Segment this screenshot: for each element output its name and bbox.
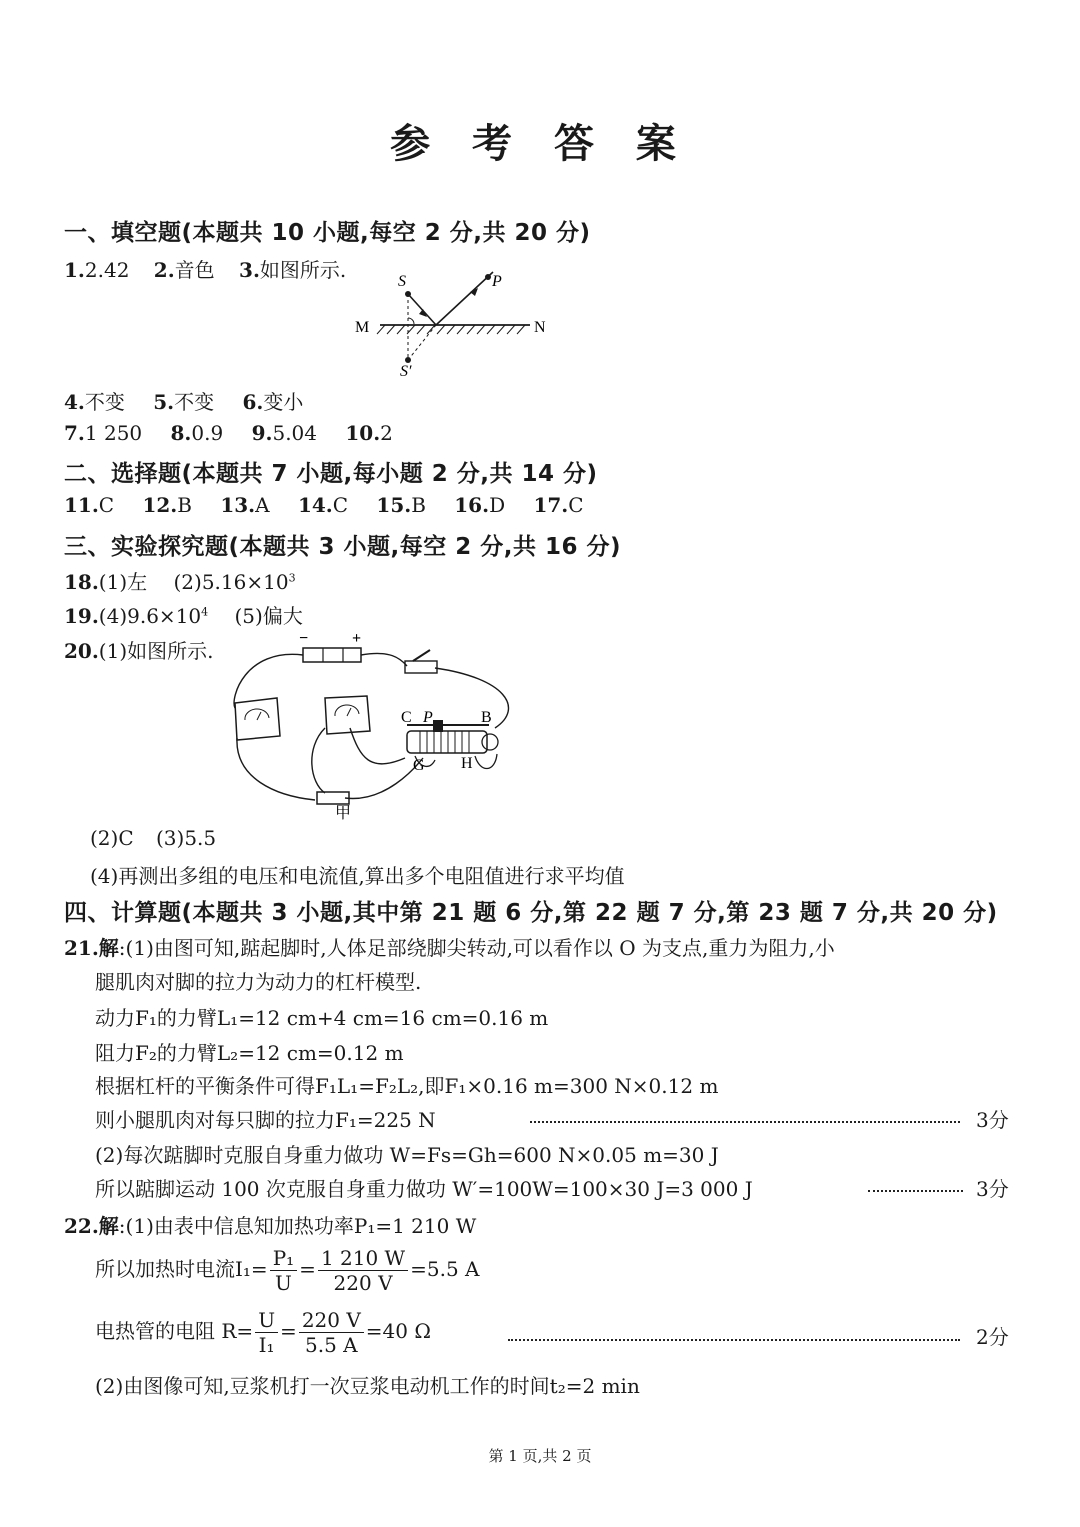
q18-exponent: 3 bbox=[288, 571, 296, 585]
q17-number: 17. bbox=[533, 493, 569, 517]
q22-line-2 bbox=[95, 1246, 479, 1295]
battery-minus-label: − bbox=[299, 630, 309, 647]
q21-line-2: 腿肌肉对脚的拉力为动力的杠杆模型. bbox=[95, 970, 422, 994]
q12-answer: B bbox=[177, 493, 192, 517]
q19-part2: (5)偏大 bbox=[234, 604, 303, 628]
equals-sign: = bbox=[280, 1319, 297, 1343]
label-m: M bbox=[355, 319, 370, 336]
dotted-leader bbox=[868, 1190, 963, 1192]
q6-number: 6. bbox=[242, 390, 264, 414]
q11-number: 11. bbox=[64, 493, 99, 517]
q5-number: 5. bbox=[153, 390, 175, 414]
q14-answer: C bbox=[332, 493, 349, 517]
q9-answer: 5.04 bbox=[272, 421, 317, 445]
q20-part1: (1)如图所示. bbox=[98, 639, 214, 663]
mirror-hatching bbox=[377, 325, 525, 334]
section-3-heading: 三、实验探究题(本题共 3 小题,每空 2 分,共 16 分) bbox=[64, 534, 622, 560]
q16-answer: D bbox=[489, 493, 506, 517]
q8-number: 8. bbox=[170, 421, 192, 445]
q10-number: 10. bbox=[345, 421, 381, 445]
point-p-dot bbox=[485, 274, 491, 280]
page-footer: 第 1 页,共 2 页 bbox=[488, 1447, 592, 1465]
right-angle-mark bbox=[408, 318, 414, 324]
q12-number: 12. bbox=[142, 493, 178, 517]
q5-answer: 不变 bbox=[174, 390, 215, 414]
q21-line-4: 阻力F₂的力臂L₂=12 cm=0.12 m bbox=[95, 1041, 404, 1065]
q22-line-3 bbox=[95, 1308, 431, 1357]
q2-number: 2. bbox=[153, 258, 175, 282]
q20-part4: (4)再测出多组的电压和电流值,算出多个电阻值进行求平均值 bbox=[90, 864, 625, 888]
wire bbox=[435, 668, 509, 728]
q13-number: 13. bbox=[220, 493, 256, 517]
slider-p-label: P bbox=[423, 709, 433, 726]
q9-number: 9. bbox=[251, 421, 273, 445]
terminal-b-label: B bbox=[481, 709, 492, 726]
q3-answer: 如图所示. bbox=[259, 258, 347, 282]
q22-text-2a: 所以加热时电流I₁= bbox=[95, 1257, 268, 1281]
q21-text-1: :(1)由图可知,踮起脚时,人体足部绕脚尖转动,可以看作以 O 为支点,重力为阻力,小 bbox=[118, 936, 835, 960]
answer-row-2 bbox=[64, 386, 303, 415]
q20-row bbox=[64, 635, 213, 664]
wire bbox=[312, 728, 325, 793]
q18-part2: (2)5.16×10 bbox=[173, 570, 289, 594]
q20-number: 20. bbox=[64, 639, 99, 663]
q13-answer: A bbox=[255, 493, 270, 517]
dotted-leader bbox=[508, 1339, 960, 1341]
fraction-denominator: 220 V bbox=[333, 1271, 393, 1295]
point-s-dot bbox=[405, 291, 411, 297]
q19-exponent: 4 bbox=[201, 605, 209, 619]
battery-plus-label: + bbox=[352, 630, 362, 647]
page-title: 参 考 答 案 bbox=[390, 121, 690, 167]
q18-part1: (1)左 bbox=[98, 570, 148, 594]
q21-line-8: 所以踮脚运动 100 次克服自身重力做功 W′=100W=100×30 J=3 000 J bbox=[95, 1177, 753, 1201]
q14-number: 14. bbox=[297, 493, 333, 517]
q22-line-4: (2)由图像可知,豆浆机打一次豆浆电动机工作的时间t₂=2 min bbox=[95, 1374, 640, 1398]
reflection-diagram bbox=[350, 268, 570, 380]
q21-line-1 bbox=[64, 932, 835, 961]
q22-text-3a: 电热管的电阻 R= bbox=[95, 1319, 254, 1343]
switch-icon bbox=[405, 661, 437, 673]
q7-answer: 1 250 bbox=[84, 421, 143, 445]
battery-icon bbox=[303, 648, 361, 662]
q19-part1: (4)9.6×10 bbox=[98, 604, 202, 628]
fraction-u-over-i1 bbox=[255, 1308, 278, 1357]
wire bbox=[350, 728, 405, 764]
q22-text-1: :(1)由表中信息知加热功率P₁=1 210 W bbox=[118, 1214, 477, 1238]
answer-row-3 bbox=[64, 421, 393, 445]
q15-answer: B bbox=[411, 493, 426, 517]
q2-answer: 音色 bbox=[174, 258, 215, 282]
fraction-numerator: U bbox=[255, 1308, 278, 1333]
q20-row-2 bbox=[90, 826, 216, 850]
terminal-c-label: C bbox=[401, 709, 412, 726]
q18-number: 18. bbox=[64, 570, 99, 594]
q7-number: 7. bbox=[64, 421, 85, 445]
rheostat-icon bbox=[407, 731, 487, 753]
q20-part2: (2)C bbox=[90, 826, 134, 850]
figure-caption: 甲 bbox=[335, 805, 352, 822]
section-2-heading: 二、选择题(本题共 7 小题,每小题 2 分,共 14 分) bbox=[64, 461, 598, 487]
fraction-denominator: 5.5 A bbox=[305, 1333, 358, 1357]
q4-answer: 不变 bbox=[84, 390, 125, 414]
reflected-ray bbox=[436, 272, 493, 325]
resistor-icon bbox=[317, 792, 349, 804]
section-1-heading: 一、填空题(本题共 10 小题,每空 2 分,共 20 分) bbox=[64, 220, 591, 246]
q19-row bbox=[64, 600, 303, 629]
fraction-numerator: P₁ bbox=[270, 1246, 297, 1271]
q21-points-1: 3分 bbox=[976, 1108, 1009, 1132]
wire bbox=[237, 738, 315, 800]
q15-number: 15. bbox=[376, 493, 412, 517]
q1-number: 1. bbox=[64, 258, 85, 282]
q22-number: 22.解 bbox=[64, 1214, 119, 1238]
q22-line-1 bbox=[64, 1210, 476, 1239]
q3-number: 3. bbox=[239, 258, 260, 282]
q22-text-2b: =5.5 A bbox=[410, 1257, 480, 1281]
q21-number: 21.解 bbox=[64, 936, 119, 960]
wire bbox=[361, 653, 407, 666]
q20-part3: (3)5.5 bbox=[156, 826, 217, 850]
section-4-heading: 四、计算题(本题共 3 小题,其中第 21 题 6 分,第 22 题 7 分,第 23 题 7 分,共 20 分) bbox=[64, 900, 998, 926]
wire bbox=[234, 654, 303, 708]
q16-number: 16. bbox=[454, 493, 490, 517]
rheostat-slider bbox=[433, 720, 443, 732]
label-n: N bbox=[534, 319, 546, 336]
q4-number: 4. bbox=[64, 390, 85, 414]
dotted-leader bbox=[530, 1121, 960, 1123]
q6-answer: 变小 bbox=[263, 390, 304, 414]
answer-row-1 bbox=[64, 254, 346, 283]
fraction-numerator: 1 210 W bbox=[318, 1246, 408, 1271]
answer-row-4 bbox=[64, 493, 584, 517]
q19-number: 19. bbox=[64, 604, 99, 628]
q21-line-5: 根据杠杆的平衡条件可得F₁L₁=F₂L₂,即F₁×0.16 m=300 N×0.12 m bbox=[95, 1074, 719, 1098]
q22-points: 2分 bbox=[976, 1325, 1009, 1349]
label-s-prime: S′ bbox=[400, 363, 412, 380]
fraction-denominator: I₁ bbox=[258, 1333, 275, 1357]
circuit-diagram bbox=[225, 628, 525, 823]
q18-row bbox=[64, 566, 296, 595]
terminal-g-label: G bbox=[413, 757, 425, 774]
q22-text-3b: =40 Ω bbox=[365, 1319, 431, 1343]
virtual-ray-dashed-line bbox=[408, 325, 436, 360]
equals-sign: = bbox=[299, 1257, 316, 1281]
q1-answer: 2.42 bbox=[84, 258, 130, 282]
fraction-denominator: U bbox=[275, 1271, 292, 1295]
q21-line-7: (2)每次踮脚时克服自身重力做功 W=Fs=Gh=600 N×0.05 m=30 J bbox=[95, 1143, 719, 1167]
q17-answer: C bbox=[568, 493, 584, 517]
q21-line-6: 则小腿肌肉对每只脚的拉力F₁=225 N bbox=[95, 1108, 436, 1132]
q10-answer: 2 bbox=[380, 421, 393, 445]
q21-points-2: 3分 bbox=[976, 1177, 1009, 1201]
label-p: P bbox=[492, 273, 502, 290]
q8-answer: 0.9 bbox=[191, 421, 224, 445]
label-s: S bbox=[398, 273, 406, 290]
fraction-power-over-voltage bbox=[318, 1246, 408, 1295]
q11-answer: C bbox=[98, 493, 115, 517]
q21-line-3: 动力F₁的力臂L₁=12 cm+4 cm=16 cm=0.16 m bbox=[95, 1006, 549, 1030]
terminal-h-label: H bbox=[461, 755, 473, 772]
fraction-p1-over-u bbox=[270, 1246, 297, 1295]
fraction-voltage-over-current bbox=[299, 1308, 364, 1357]
fraction-numerator: 220 V bbox=[299, 1308, 364, 1333]
